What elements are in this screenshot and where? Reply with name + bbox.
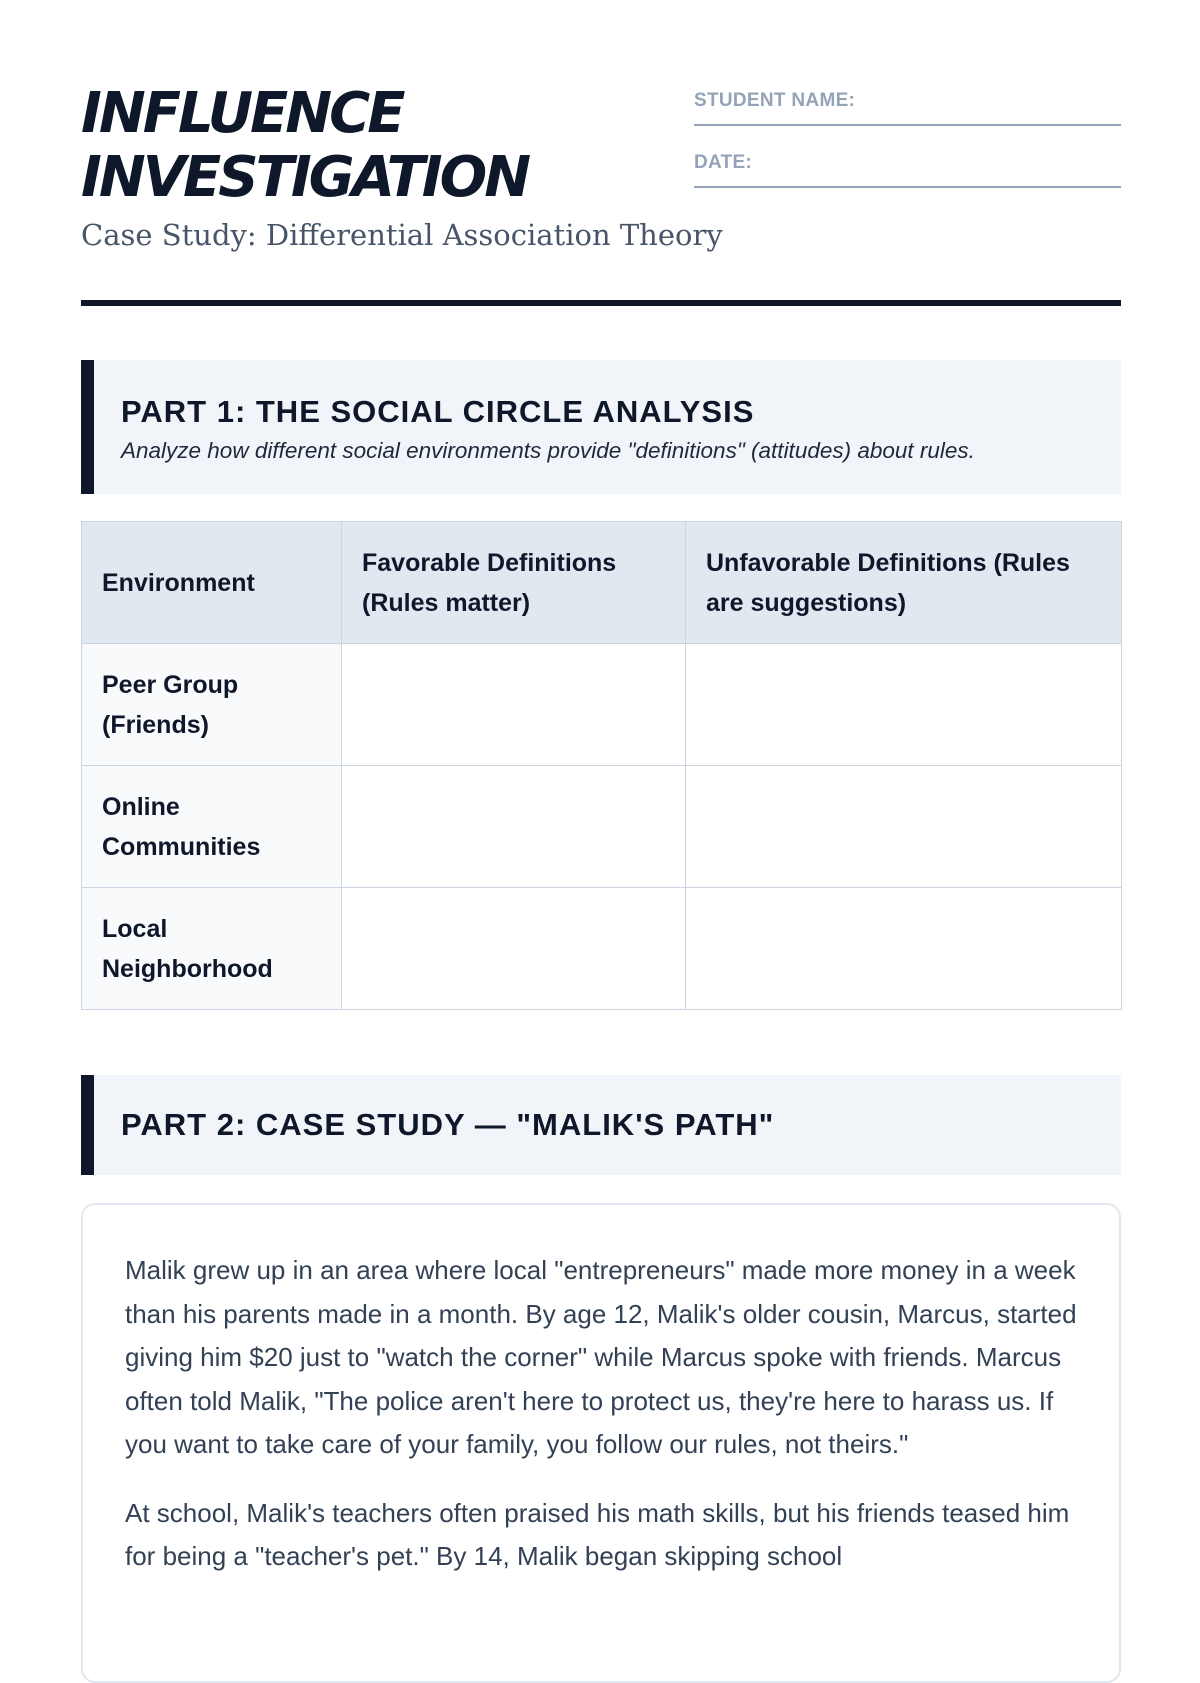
header-divider (81, 300, 1121, 306)
case-study-paragraph: Malik grew up in an area where local "entrepreneurs" made more money in a week than his parents made in a month. By age 12, Malik's older cousin, Marcus, started giving him $20 just to "watch the corner" while Marcus spoke with friends. Marcus often told Malik, "The police aren't here to protect us, they're here to harass us. If you want to take care of your family, you follow our rules, not theirs." (125, 1255, 1077, 1459)
case-study-paragraph: At school, Malik's teachers often praised his math skills, but his friends teased him for being a "teacher's pet." By 14, Malik began skipping school (125, 1497, 1070, 1571)
table-row (82, 644, 1122, 766)
worksheet-subtitle: Case Study: Differential Association Theory (81, 218, 723, 252)
part1-heading: PART 1: THE SOCIAL CIRCLE ANALYSIS (121, 394, 755, 429)
part2-heading: PART 2: CASE STUDY — "MALIK'S PATH" (121, 1107, 775, 1142)
favorable-answer-cell[interactable] (342, 644, 686, 766)
part1-section-header (81, 360, 1121, 494)
student-name-field[interactable] (694, 90, 1121, 126)
column-header-favorable: Favorable Definitions (Rules matter) (342, 522, 686, 644)
table-row (82, 766, 1122, 888)
favorable-answer-cell[interactable] (342, 766, 686, 888)
unfavorable-answer-cell[interactable] (686, 766, 1122, 888)
date-label: DATE: (694, 152, 753, 173)
environment-cell: Online Communities (82, 766, 342, 888)
unfavorable-answer-cell[interactable] (686, 888, 1122, 1010)
date-field[interactable] (694, 152, 1121, 188)
table-header-row (82, 522, 1122, 644)
case-study-card (81, 1203, 1121, 1683)
unfavorable-answer-cell[interactable] (686, 644, 1122, 766)
worksheet-title (81, 82, 681, 210)
environment-cell: Local Neighborhood (82, 888, 342, 1010)
title-line-1: INFLUENCE (81, 81, 403, 146)
social-circle-table (81, 521, 1122, 1010)
column-header-environment: Environment (82, 522, 342, 644)
student-name-label: STUDENT NAME: (694, 90, 856, 111)
title-line-2: INVESTIGATION (81, 145, 529, 210)
column-header-unfavorable: Unfavorable Definitions (Rules are suggestions) (686, 522, 1122, 644)
table-row (82, 888, 1122, 1010)
favorable-answer-cell[interactable] (342, 888, 686, 1010)
part2-section-header (81, 1075, 1121, 1175)
part1-instructions: Analyze how different social environments provide "definitions" (attitudes) about rules. (121, 438, 975, 463)
environment-cell: Peer Group (Friends) (82, 644, 342, 766)
